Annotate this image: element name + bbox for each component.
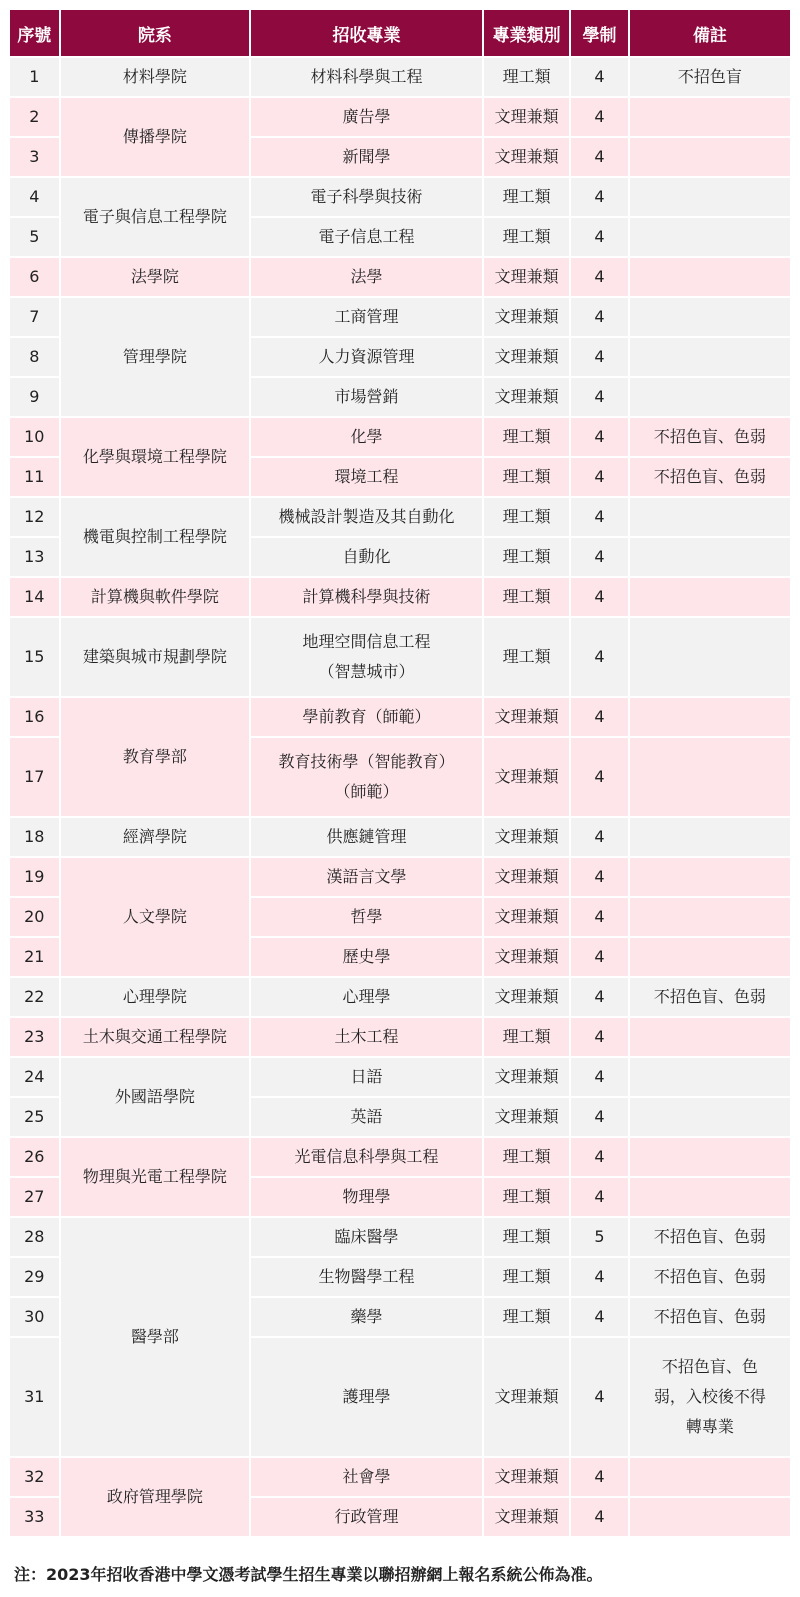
cell-major: 學前教育（師範） [251, 698, 482, 736]
cell-seq: 33 [10, 1498, 59, 1536]
cell-seq: 13 [10, 538, 59, 576]
cell-category: 文理兼類 [484, 698, 569, 736]
cell-note [630, 858, 790, 896]
cell-years: 4 [571, 938, 628, 976]
cell-note: 不招色盲、色弱 [630, 1298, 790, 1336]
cell-category: 文理兼類 [484, 898, 569, 936]
header-category: 專業類別 [484, 10, 569, 56]
cell-note [630, 1458, 790, 1496]
table-row [10, 978, 790, 1016]
cell-note: 不招色盲、色弱 [630, 978, 790, 1016]
cell-years: 4 [571, 1338, 628, 1456]
cell-major: 化學 [251, 418, 482, 456]
cell-years: 4 [571, 1258, 628, 1296]
cell-dept: 機電與控制工程學院 [61, 498, 249, 576]
cell-note [630, 698, 790, 736]
cell-major: 英語 [251, 1098, 482, 1136]
cell-category: 理工類 [484, 458, 569, 496]
cell-category: 文理兼類 [484, 1338, 569, 1456]
cell-note: 不招色盲、色 弱，入校後不得 轉專業 [630, 1338, 790, 1456]
cell-years: 4 [571, 298, 628, 336]
cell-seq: 30 [10, 1298, 59, 1336]
cell-seq: 18 [10, 818, 59, 856]
cell-years: 5 [571, 1218, 628, 1256]
cell-major: 行政管理 [251, 1498, 482, 1536]
cell-note [630, 498, 790, 536]
cell-category: 理工類 [484, 578, 569, 616]
cell-category: 理工類 [484, 1178, 569, 1216]
table-row [10, 258, 790, 296]
cell-dept: 人文學院 [61, 858, 249, 976]
cell-major: 臨床醫學 [251, 1218, 482, 1256]
cell-seq: 29 [10, 1258, 59, 1296]
cell-major: 教育技術學（智能教育） （師範） [251, 738, 482, 816]
cell-major: 光電信息科學與工程 [251, 1138, 482, 1176]
cell-category: 文理兼類 [484, 338, 569, 376]
cell-category: 文理兼類 [484, 138, 569, 176]
cell-note [630, 938, 790, 976]
table-row [10, 58, 790, 96]
cell-note [630, 378, 790, 416]
cell-years: 4 [571, 1098, 628, 1136]
table-row [10, 1458, 790, 1496]
cell-category: 理工類 [484, 1018, 569, 1056]
cell-category: 文理兼類 [484, 1458, 569, 1496]
cell-major: 哲學 [251, 898, 482, 936]
table-row [10, 1018, 790, 1056]
table-body [10, 58, 790, 1536]
cell-seq: 16 [10, 698, 59, 736]
cell-note: 不招色盲、色弱 [630, 1258, 790, 1296]
cell-note [630, 898, 790, 936]
table-row [10, 818, 790, 856]
cell-note: 不招色盲、色弱 [630, 418, 790, 456]
table-row [10, 418, 790, 456]
cell-category: 文理兼類 [484, 1058, 569, 1096]
cell-category: 文理兼類 [484, 378, 569, 416]
cell-dept: 傳播學院 [61, 98, 249, 176]
cell-category: 文理兼類 [484, 298, 569, 336]
cell-seq: 17 [10, 738, 59, 816]
table-row [10, 498, 790, 536]
cell-seq: 10 [10, 418, 59, 456]
cell-years: 4 [571, 58, 628, 96]
table-row [10, 298, 790, 336]
cell-note [630, 1498, 790, 1536]
cell-dept: 土木與交通工程學院 [61, 1018, 249, 1056]
cell-seq: 23 [10, 1018, 59, 1056]
cell-category: 理工類 [484, 58, 569, 96]
cell-years: 4 [571, 1018, 628, 1056]
cell-seq: 7 [10, 298, 59, 336]
cell-seq: 25 [10, 1098, 59, 1136]
cell-years: 4 [571, 858, 628, 896]
cell-years: 4 [571, 578, 628, 616]
cell-major: 人力資源管理 [251, 338, 482, 376]
cell-category: 文理兼類 [484, 858, 569, 896]
cell-note [630, 538, 790, 576]
cell-years: 4 [571, 458, 628, 496]
cell-seq: 21 [10, 938, 59, 976]
cell-dept: 法學院 [61, 258, 249, 296]
cell-years: 4 [571, 698, 628, 736]
cell-seq: 5 [10, 218, 59, 256]
cell-seq: 12 [10, 498, 59, 536]
cell-dept: 化學與環境工程學院 [61, 418, 249, 496]
cell-major: 工商管理 [251, 298, 482, 336]
cell-major: 機械設計製造及其自動化 [251, 498, 482, 536]
cell-seq: 1 [10, 58, 59, 96]
cell-seq: 26 [10, 1138, 59, 1176]
cell-years: 4 [571, 218, 628, 256]
cell-major: 地理空間信息工程 （智慧城市） [251, 618, 482, 696]
table-row [10, 698, 790, 736]
cell-category: 理工類 [484, 418, 569, 456]
cell-note [630, 1178, 790, 1216]
cell-major: 歷史學 [251, 938, 482, 976]
cell-category: 理工類 [484, 618, 569, 696]
table-row [10, 1218, 790, 1256]
cell-major: 新聞學 [251, 138, 482, 176]
cell-major: 土木工程 [251, 1018, 482, 1056]
cell-years: 4 [571, 538, 628, 576]
cell-seq: 8 [10, 338, 59, 376]
cell-years: 4 [571, 818, 628, 856]
cell-dept: 計算機與軟件學院 [61, 578, 249, 616]
cell-years: 4 [571, 258, 628, 296]
cell-years: 4 [571, 338, 628, 376]
header-note: 備註 [630, 10, 790, 56]
cell-seq: 31 [10, 1338, 59, 1456]
cell-seq: 15 [10, 618, 59, 696]
cell-major: 法學 [251, 258, 482, 296]
cell-years: 4 [571, 618, 628, 696]
cell-seq: 3 [10, 138, 59, 176]
cell-note: 不招色盲、色弱 [630, 458, 790, 496]
header-years: 學制 [571, 10, 628, 56]
cell-note [630, 258, 790, 296]
cell-category: 文理兼類 [484, 978, 569, 1016]
cell-years: 4 [571, 1138, 628, 1176]
cell-note [630, 138, 790, 176]
cell-category: 理工類 [484, 1218, 569, 1256]
cell-seq: 11 [10, 458, 59, 496]
cell-major: 廣告學 [251, 98, 482, 136]
cell-category: 文理兼類 [484, 258, 569, 296]
admissions-table-wrap [8, 8, 792, 1538]
cell-years: 4 [571, 378, 628, 416]
cell-dept: 管理學院 [61, 298, 249, 416]
cell-note [630, 178, 790, 216]
cell-category: 理工類 [484, 1258, 569, 1296]
cell-note [630, 1098, 790, 1136]
cell-note [630, 578, 790, 616]
cell-years: 4 [571, 178, 628, 216]
cell-note [630, 298, 790, 336]
cell-years: 4 [571, 138, 628, 176]
cell-category: 理工類 [484, 538, 569, 576]
table-row [10, 178, 790, 216]
cell-major: 生物醫學工程 [251, 1258, 482, 1296]
cell-major: 社會學 [251, 1458, 482, 1496]
cell-seq: 28 [10, 1218, 59, 1256]
cell-seq: 14 [10, 578, 59, 616]
cell-category: 理工類 [484, 218, 569, 256]
table-row [10, 618, 790, 696]
cell-note [630, 1018, 790, 1056]
cell-dept: 材料學院 [61, 58, 249, 96]
cell-note [630, 1138, 790, 1176]
header-row [10, 10, 790, 56]
cell-seq: 20 [10, 898, 59, 936]
cell-years: 4 [571, 418, 628, 456]
table-row [10, 578, 790, 616]
table-row [10, 98, 790, 136]
cell-seq: 32 [10, 1458, 59, 1496]
cell-major: 漢語言文學 [251, 858, 482, 896]
cell-dept: 外國語學院 [61, 1058, 249, 1136]
cell-seq: 22 [10, 978, 59, 1016]
cell-major: 護理學 [251, 1338, 482, 1456]
header-major: 招收專業 [251, 10, 482, 56]
cell-note [630, 818, 790, 856]
cell-major: 電子科學與技術 [251, 178, 482, 216]
cell-note: 不招色盲 [630, 58, 790, 96]
cell-seq: 6 [10, 258, 59, 296]
cell-years: 4 [571, 1058, 628, 1096]
cell-dept: 電子與信息工程學院 [61, 178, 249, 256]
cell-note [630, 98, 790, 136]
cell-note [630, 1058, 790, 1096]
header-dept: 院系 [61, 10, 249, 56]
cell-years: 4 [571, 978, 628, 1016]
header-seq: 序號 [10, 10, 59, 56]
cell-dept: 建築與城市規劃學院 [61, 618, 249, 696]
cell-category: 文理兼類 [484, 738, 569, 816]
cell-major: 日語 [251, 1058, 482, 1096]
cell-years: 4 [571, 738, 628, 816]
cell-seq: 19 [10, 858, 59, 896]
cell-seq: 27 [10, 1178, 59, 1216]
cell-dept: 政府管理學院 [61, 1458, 249, 1536]
cell-category: 文理兼類 [484, 1098, 569, 1136]
cell-dept: 醫學部 [61, 1218, 249, 1456]
cell-seq: 4 [10, 178, 59, 216]
cell-major: 材料科學與工程 [251, 58, 482, 96]
cell-years: 4 [571, 1298, 628, 1336]
cell-major: 環境工程 [251, 458, 482, 496]
cell-major: 物理學 [251, 1178, 482, 1216]
cell-category: 理工類 [484, 498, 569, 536]
cell-major: 電子信息工程 [251, 218, 482, 256]
cell-years: 4 [571, 98, 628, 136]
cell-note [630, 338, 790, 376]
cell-major: 藥學 [251, 1298, 482, 1336]
cell-major: 供應鏈管理 [251, 818, 482, 856]
cell-seq: 9 [10, 378, 59, 416]
cell-note [630, 738, 790, 816]
cell-major: 市場營銷 [251, 378, 482, 416]
cell-major: 計算機科學與技術 [251, 578, 482, 616]
cell-years: 4 [571, 1498, 628, 1536]
cell-dept: 物理與光電工程學院 [61, 1138, 249, 1216]
table-row [10, 1058, 790, 1096]
cell-years: 4 [571, 1178, 628, 1216]
cell-category: 文理兼類 [484, 1498, 569, 1536]
cell-years: 4 [571, 498, 628, 536]
cell-category: 理工類 [484, 1138, 569, 1176]
cell-seq: 24 [10, 1058, 59, 1096]
cell-dept: 教育學部 [61, 698, 249, 816]
cell-category: 文理兼類 [484, 818, 569, 856]
cell-dept: 心理學院 [61, 978, 249, 1016]
table-row [10, 1138, 790, 1176]
cell-major: 自動化 [251, 538, 482, 576]
cell-seq: 2 [10, 98, 59, 136]
cell-category: 理工類 [484, 178, 569, 216]
cell-years: 4 [571, 898, 628, 936]
cell-major: 心理學 [251, 978, 482, 1016]
cell-note [630, 218, 790, 256]
admissions-table [8, 8, 792, 1538]
cell-dept: 經濟學院 [61, 818, 249, 856]
cell-category: 理工類 [484, 1298, 569, 1336]
cell-years: 4 [571, 1458, 628, 1496]
cell-category: 文理兼類 [484, 938, 569, 976]
cell-note: 不招色盲、色弱 [630, 1218, 790, 1256]
cell-category: 文理兼類 [484, 98, 569, 136]
footnote: 注：2023年招收香港中學文憑考試學生招生專業以聯招辦網上報名系統公佈為准。 [14, 1565, 603, 1584]
cell-note [630, 618, 790, 696]
table-row [10, 858, 790, 896]
